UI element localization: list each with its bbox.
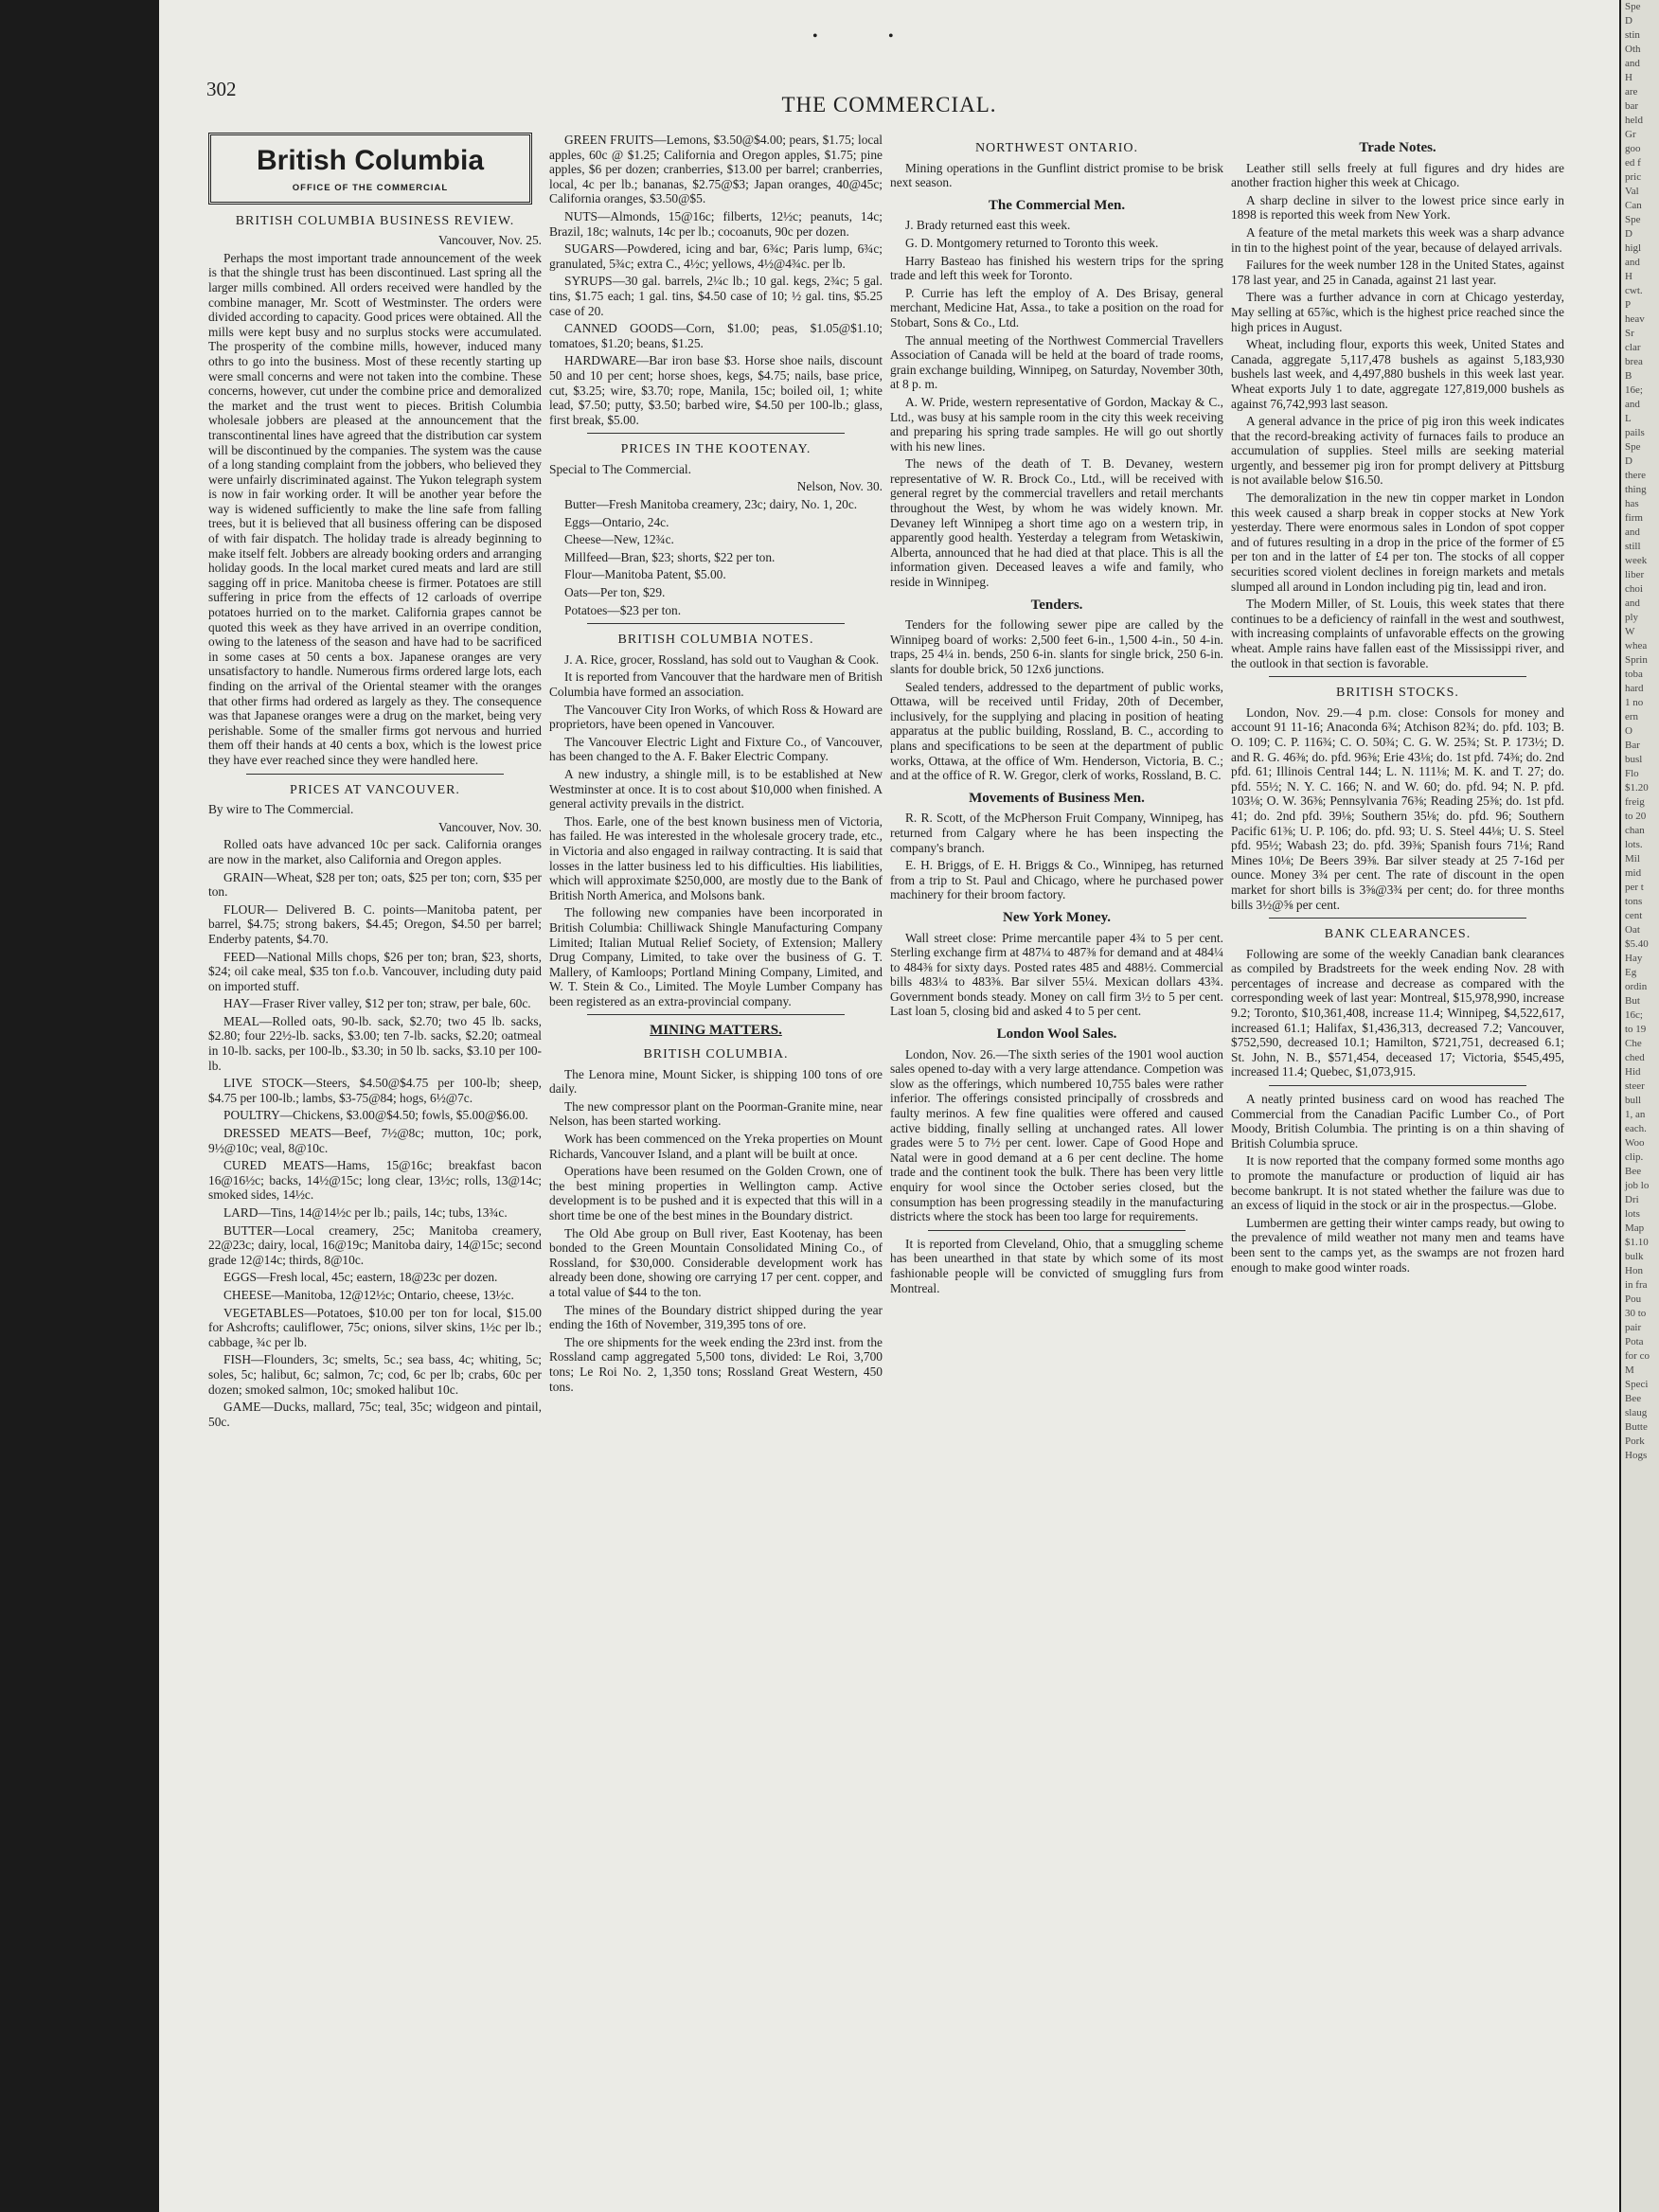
byline: By wire to The Commercial. bbox=[208, 802, 354, 817]
article-paragraph: It is reported from Cleveland, Ohio, that a smuggling scheme has been unearthed in that state by which some of its most fashionable people will be convicted of smuggling furs from Montreal. bbox=[890, 1236, 1223, 1295]
divider bbox=[587, 433, 845, 434]
price-item: LARD—Tins, 14@14½c per lb.; pails, 14c; tubs, 13¾c. bbox=[223, 1205, 508, 1220]
divider bbox=[246, 774, 504, 775]
section-heading: New York Money. bbox=[1002, 909, 1112, 925]
edge-fragment: O bbox=[1625, 725, 1632, 737]
news-item: Sealed tenders, addressed to the department of public works, Ottawa, will be received until Friday, 20th of December, inclusively, for the supplying and placing in position of heating apparatus at the public building, Rossland, B. C., according to plans and specifications to be seen at the department of public works, Ottawa, at the office of Wm. Henderson, Victoria, B. C.; and at the office of R. W. Gregor, clerk of works, Rossland, B. C. bbox=[890, 679, 1223, 783]
edge-fragment: there bbox=[1625, 470, 1646, 481]
edge-fragment: Dri bbox=[1625, 1194, 1639, 1205]
news-list bbox=[549, 652, 883, 1009]
edge-fragment: Butte bbox=[1625, 1421, 1648, 1433]
price-item: DRESSED MEATS—Beef, 7½@8c; mutton, 10c; pork, 9½@10c; veal, 8@10c. bbox=[208, 1126, 542, 1155]
edge-fragment: Pou bbox=[1625, 1293, 1642, 1305]
newspaper-page bbox=[159, 0, 1619, 2212]
article-paragraph: London, Nov. 26.—The sixth series of the 1901 wool auction sales opened to-day with a very large attendance. Competion was slow as the offerings, which numbered 10,755 bales were rather inferior. The offerings consisted principally of crossbreds and faulty merinos. A few fine qualities were offered and caused active bidding, finally selling at unchanged rates. All lower grades were 5 to 7½ per cent. lower. Cape of Good Hope and Natal were in good demand at a 6 per cent decline. The home trade and the continent took the bulk. There has been very little enquiry for wool since the October series closed, but the consumption has been progressing steadily in the manufacturing districts where the stock has been too large for requirements. bbox=[890, 1046, 1223, 1224]
edge-fragment: 1, an bbox=[1625, 1109, 1646, 1120]
edge-fragment: cwt. bbox=[1625, 285, 1643, 296]
edge-fragment: chan bbox=[1625, 825, 1645, 836]
edge-fragment: firm bbox=[1625, 512, 1643, 524]
edge-fragment: ern bbox=[1625, 711, 1639, 722]
edge-fragment: clar bbox=[1625, 342, 1641, 353]
edge-fragment: has bbox=[1625, 498, 1639, 509]
edge-fragment: Val bbox=[1625, 186, 1639, 197]
edge-fragment: pair bbox=[1625, 1322, 1642, 1333]
edge-fragment: Che bbox=[1625, 1038, 1642, 1049]
article-paragraph: Rolled oats have advanced 10c per sack. California oranges are now in the market, also California and Oregon apples. bbox=[208, 837, 542, 866]
edge-fragment: Speci bbox=[1625, 1379, 1649, 1390]
price-item: FISH—Flounders, 3c; smelts, 5c.; sea bass, 4c; whiting, 5c; soles, 5c; halibut, 6c; salmon, 7c; cod, 6c per lb; crabs, 60c per dozen; smoked salmon, 10c; smoked halibut 10c. bbox=[208, 1352, 542, 1397]
news-item: A general advance in the price of pig iron this week indicates that the record-breaking activity of furnaces fails to produce an accumulation of supplies. Steel mills are seeking material urgently, and bessemer pig iron for prompt delivery at Pittsburg is not available below $16.50. bbox=[1231, 414, 1564, 488]
news-list bbox=[890, 617, 1223, 783]
news-item: The Old Abe group on Bull river, East Kootenay, has been bonded to the Green Mountain Consolidated Mining Co., of Rossland, for $30,000. Considerable development work has already been done, showing ore carrying 17 per cent. copper, and a total value of $44 to the ton. bbox=[549, 1225, 883, 1299]
edge-fragment: P bbox=[1625, 299, 1632, 311]
section-heading: NORTHWEST ONTARIO. bbox=[974, 141, 1139, 155]
price-item: CHEESE—Manitoba, 12@12½c; Ontario, cheese, 13½c. bbox=[223, 1287, 514, 1302]
edge-fragment: Woo bbox=[1625, 1137, 1645, 1149]
edge-fragment: Sprin bbox=[1625, 654, 1648, 666]
price-item: NUTS—Almonds, 15@16c; filberts, 12½c; peanuts, 14c; Brazil, 18c; walnuts, 14c per lb.; cocoanuts, 90c per dozen. bbox=[549, 208, 883, 239]
dateline: Vancouver, Nov. 30. bbox=[437, 819, 542, 834]
news-item: The new compressor plant on the Poorman-Granite mine, near Nelson, has been started working. bbox=[549, 1098, 883, 1129]
news-item: Lumbermen are getting their winter camps ready, but owing to the prevalence of mild weather not many men and teams have been sent to the camps yet, as the swamps are not frozen hard enough to make good winter roads. bbox=[1231, 1215, 1564, 1275]
price-item: GRAIN—Wheat, $28 per ton; oats, $25 per ton; corn, $35 per ton. bbox=[208, 869, 542, 900]
edge-fragment: brea bbox=[1625, 356, 1643, 367]
news-item: J. A. Rice, grocer, Rossland, has sold out to Vaughan & Cook. bbox=[564, 651, 880, 667]
news-item: Failures for the week number 128 in the United States, against 178 last year, and 25 in Canada, against 21 last year. bbox=[1231, 258, 1564, 287]
price-item: FLOUR— Delivered B. C. points—Manitoba patent, per barrel, $4.75; strong bakers, $4.45; Oregon, $4.50 per barrel; Enderby patents, $4.70. bbox=[208, 901, 542, 946]
edge-fragment: and bbox=[1625, 257, 1640, 268]
column-4 bbox=[1231, 133, 1564, 1277]
edge-fragment: Map bbox=[1625, 1222, 1645, 1234]
dateline: Vancouver, Nov. 25. bbox=[437, 233, 542, 248]
column-3 bbox=[890, 133, 1223, 1298]
price-item: Eggs—Ontario, 24c. bbox=[564, 514, 669, 529]
news-item: The Modern Miller, of St. Louis, this week states that there continues to be a deficiency of rainfall in the west and southwest, with increasing complaints of unfavorable effects on the growing wheat. Ample rains have fallen east of the Mississippi river, and the outlook in that section is favorable. bbox=[1231, 597, 1564, 670]
edge-fragment: H bbox=[1625, 271, 1632, 282]
edge-fragment: Spe bbox=[1625, 441, 1641, 453]
news-item: The demoralization in the new tin copper market in London this week caused a sharp break in copper stocks at New York yesterday. There were enormous sales in London of spot copper and of futures resulting in a drop in the price of the former of £5 per ton and in the latter of £4 per ton. The stocks of all copper securities scored violent declines in foreign markets and metals slumped all around in London including pig tin, lead and iron. bbox=[1231, 491, 1564, 594]
section-heading: BRITISH STOCKS. bbox=[1336, 686, 1459, 701]
section-heading: BRITISH COLUMBIA NOTES. bbox=[617, 633, 814, 648]
article-paragraph: Perhaps the most important trade announcement of the week is that the shingle trust has been discontinued. Last spring all the larger mills combined. All orders received were handled by the combine manager, Mr. Scott of Westminster. The orders were divided according to capacity. Good prices were obtained. All the mills were kept busy and no surplus stocks were accumulated. The prosperity of the combine mills, however, induced many othrs to go into the business. Most of these recently starting up were small concerns and were not taken into the combine. These concerns, however, cut under the combine price and demoralized the market and the trust went to pieces. British Columbia wholesale jobbers are pleased at the announcement that the transcontinental lines have agreed that the distribution car system will be discontinued by the companies. The system was the cause of a long standing complaint from the jobbers, who believed they were unfairly discriminated against. The Yukon telegraph system is now in fair working order. It will be another year before the way is widened sufficiently to make the line safe from falling trees, but it is believed that all business offering can be disposed of with fair dispatch. The holiday trade is already beginning to make itself felt. Jobbers are already booking orders and arranging holiday goods. In the local market cured meats and lard are still sagging off in price. Manitoba cheese is firmer. Potatoes are still suffering in price from the effects of 12 carloads of overripe potatoes hurried on to the market. California grapes cannot be quoted this week as they have arrived in an overripe condition, owing to the lateness of the season and have had to be sacrificed in some cases at 50 cents a box. Japanese oranges are very unsatisfactory to handle. Numerous firms ordered large lots, each finding on the arrival of the Oriental steamer with the oranges that other firms had ordered as largely as they. The consequence was that Japanese oranges were a drug on the market, being very perishable. Some of the smaller firms got nervous and hurried them off their hands at 40 cents a box, which is the lowest price they have ever reached since they were handled here. bbox=[208, 250, 542, 767]
edge-fragment: steer bbox=[1625, 1080, 1645, 1092]
news-item: R. R. Scott, of the McPherson Fruit Company, Winnipeg, has returned from Calgary where he has been inspecting the company's branch. bbox=[890, 811, 1223, 855]
news-item: Wheat, including flour, exports this week, United States and Canada, aggregate 5,117,478 bushels as against 5,183,930 bushels last week, and 4,497,880 bushels in this week last year. Wheat exports July 1 to date, aggregate 127,819,000 bushels as against 76,742,993 last season. bbox=[1231, 337, 1564, 411]
edge-fragment: 30 to bbox=[1625, 1308, 1647, 1319]
price-item: Cheese—New, 12¾c. bbox=[564, 532, 674, 547]
price-item: Potatoes—$23 per ton. bbox=[564, 602, 682, 617]
edge-fragment: job lo bbox=[1625, 1180, 1650, 1191]
edge-fragment: L bbox=[1625, 413, 1632, 424]
divider bbox=[587, 1014, 845, 1015]
news-item: Operations have been resumed on the Golden Crown, one of the best mining properties in Wellington camp. Active development is to be pushed and it is expected that this will in a short time be one of the best mines in the Boundary district. bbox=[549, 1164, 883, 1222]
edge-fragment: goo bbox=[1625, 143, 1641, 154]
news-item: G. D. Montgomery returned to Toronto this week. bbox=[905, 235, 1159, 250]
price-item: Flour—Manitoba Patent, $5.00. bbox=[564, 567, 726, 582]
price-list bbox=[208, 870, 542, 1430]
edge-fragment: to 19 bbox=[1625, 1024, 1647, 1035]
edge-fragment: Spe bbox=[1625, 214, 1641, 225]
news-item: Thos. Earle, one of the best known business men of Victoria, has failed. He was interested in the wholesale grocery trade, etc., in Victoria and also engaged in railway contracting. It is said that losses in the latter business led to his difficulties. His liabilities, which will approximate $250,000, are mostly due to the Bank of British North America, and Molsons bank. bbox=[549, 813, 883, 902]
edge-fragment: and bbox=[1625, 598, 1640, 609]
section-heading: BRITISH COLUMBIA BUSINESS REVIEW. bbox=[235, 213, 515, 228]
dateline: Nelson, Nov. 30. bbox=[796, 479, 883, 494]
edge-fragment: $5.40 bbox=[1625, 938, 1649, 950]
news-item: A. W. Pride, western representative of Gordon, Mackay & C., Ltd., was busy at his sample room in the city this week receiving and preparing his spring trade samples. He will go out shortly with his new lines. bbox=[890, 394, 1223, 454]
price-item: GREEN FRUITS—Lemons, $3.50@$4.00; pears, $1.75; local apples, 60c @ $1.25; California and Oregon apples, $1.75; pine apples, $6 per dozen; cranberries, $13.00 per barrel; cranberries, local, 4c per lb.; bananas, $2.75@$3; Japan oranges, 40@45c; California oranges, $3.50@$5. bbox=[549, 133, 883, 206]
edge-fragment: But bbox=[1625, 995, 1640, 1007]
article-paragraph: London, Nov. 29.—4 p.m. close: Consols for money and account 91 11-16; Anaconda 6¾; Atchison 82¾; do. pfd. 103; B. O. 109; C. P. 116¾; C. O. 50¾; C. G. W. 25¾; St. P. 173½; D. and R. G. 46⅜; do. pfd. 96⅜; Erie 43⅛; do. 1st pfd. 74⅜; do. 2nd pfd. 61; Illinois Central 144; L. N. 111⅛; M. K. and T. 27; do. pfd. 55½; N. Y. C. 166; N. and W. 60; do. pfd. 94; N. P. pfd. 103⅛; O. W. 36⅜; Pennsylvania 76⅜; Reading 25⅜; do. 1st pfd. 41; do. 2nd pfd. 39⅛; Southern 35⅛; do. pfd. 96; Southern Pacific 61⅜; U. P. 106; do. pfd. 93; U. S. Steel 44⅛; U. S. Steel pfd. 95½; Wabash 23; do. pfd. 39⅜; Spanish fours 71⅛; Rand Mines 10⅛; De Beers 39⅜. Bar silver steady at 25 7-16d per ounce. Money 3¾ per cent. The rate of discount in the open market for short bills is 3⅝@3¾ per cent; do. for three months bills 3½@⅝ per cent. bbox=[1231, 705, 1564, 912]
edge-fragment: B bbox=[1625, 370, 1632, 382]
news-list bbox=[890, 218, 1223, 589]
edge-fragment: ordin bbox=[1625, 981, 1648, 992]
edge-fragment: $1.20 bbox=[1625, 782, 1649, 794]
news-item: J. Brady returned east this week. bbox=[905, 218, 1071, 233]
news-item: P. Currie has left the employ of A. Des Brisay, general merchant, Medicine Hat, Assa., to take a position on the road for Stobart, Sons & Co., Ltd. bbox=[890, 285, 1223, 330]
edge-fragment: per t bbox=[1625, 882, 1644, 893]
edge-fragment: Hogs bbox=[1625, 1450, 1648, 1461]
news-item: It is reported from Vancouver that the hardware men of British Columbia have formed an association. bbox=[549, 669, 883, 699]
news-item: The ore shipments for the week ending the 23rd inst. from the Rossland camp aggregated 5,500 tons, divided: Le Roi, 3,700 tons; Le Roi No. 2, 1,350 tons; Rossland Great Western, 450 tons. bbox=[549, 1334, 883, 1394]
edge-fragment: H bbox=[1625, 72, 1632, 83]
price-list bbox=[549, 497, 883, 617]
news-item: A sharp decline in silver to the lowest price since early in 1898 is reported this week from New York. bbox=[1231, 192, 1564, 223]
edge-fragment: slaug bbox=[1625, 1407, 1648, 1418]
edge-fragment: Oth bbox=[1625, 44, 1641, 55]
section-heading: London Wool Sales. bbox=[996, 1026, 1117, 1043]
edge-fragment: for co bbox=[1625, 1350, 1650, 1362]
edge-fragment: heav bbox=[1625, 313, 1645, 325]
edge-fragment: tons bbox=[1625, 896, 1643, 907]
edge-fragment: bull bbox=[1625, 1095, 1642, 1106]
news-item: It is now reported that the company formed some months ago to promote the manufacture or production of liquid air has become bankrupt. It is not stated whether the failure was due to an excess of liquid in the stock or air in the prospectus.—Globe. bbox=[1231, 1153, 1564, 1213]
edge-fragment: D bbox=[1625, 228, 1632, 240]
edge-fragment: higl bbox=[1625, 242, 1642, 254]
news-item: The Lenora mine, Mount Sicker, is shipping 100 tons of ore daily. bbox=[549, 1066, 883, 1097]
edge-fragment: Gr bbox=[1625, 129, 1636, 140]
edge-fragment: Bee bbox=[1625, 1393, 1642, 1404]
edge-fragment: held bbox=[1625, 115, 1643, 126]
news-item: Work has been commenced on the Yreka properties on Mount Richards, Vancouver Island, and a plant will be built at once. bbox=[549, 1132, 883, 1161]
edge-fragment: and bbox=[1625, 399, 1640, 410]
edge-fragment: M bbox=[1625, 1365, 1634, 1376]
news-item: Harry Basteao has finished his western trips for the spring trade and left this week for Toronto. bbox=[890, 253, 1223, 283]
price-item: EGGS—Fresh local, 45c; eastern, 18@23c per dozen. bbox=[223, 1270, 498, 1285]
section-heading: Trade Notes. bbox=[1359, 140, 1436, 155]
news-item: The Vancouver Electric Light and Fixture Co., of Vancouver, has been changed to the A. F. Baker Electric Company. bbox=[549, 734, 883, 764]
edge-fragment: lots bbox=[1625, 1208, 1640, 1220]
edge-fragment: W bbox=[1625, 626, 1635, 637]
news-item: The news of the death of T. B. Devaney, western representative of W. R. Brock Co., Ltd., will be received with general regret by the commercial travellers and retail merchants throughout the West, by whom he was widely known. Mr. Devaney left Winnipeg a short time ago on a western trip, in apparently good health. Yesterday a telegram from Wetaskiwin, Alberta, announced that he had died at that place. This is all the information given. Deceased leaves a wife and family, who reside in Winnipeg. bbox=[890, 456, 1223, 590]
section-subheading: BRITISH COLUMBIA. bbox=[643, 1047, 789, 1062]
section-banner bbox=[208, 133, 532, 205]
edge-fragment: ply bbox=[1625, 612, 1639, 623]
price-item: POULTRY—Chickens, $3.00@$4.50; fowls, $5.00@$6.00. bbox=[223, 1108, 528, 1123]
edge-fragment: ched bbox=[1625, 1052, 1645, 1063]
news-item: Tenders for the following sewer pipe are called by the Winnipeg board of works: 2,500 feet 6-in., 1,500 4-in., 50 4-in. traps, 25 4¼ in. bends, 250 6-in. slants for single brick, 250 6-in. slants for double brick, 50 12x6 junctions. bbox=[890, 617, 1223, 676]
price-item: MEAL—Rolled oats, 90-lb. sack, $2.70; two 45 lb. sacks, $2.80; four 22½-lb. sacks, $3.00; ten 7-lb. sacks, $2.20; oatmeal in 10-lb. sacks, per 100-lb., $3.30; in 50 lb. sacks, $3.10 per 100-lb. bbox=[208, 1013, 542, 1073]
article-paragraph: Following are some of the weekly Canadian bank clearances as compiled by Bradstreets for the week ending Nov. 28 with percentages of increase and decrease as compared with the corresponding week of last year: Montreal, $15,978,990, increase 9.2; Toronto, $10,361,408, increase 11.4; Winnipeg, $4,522,617, increased 61.1; Halifax, $1,436,313, decreased 7.2; Vancouver, $752,590, decreased 10.1; Hamilton, $721,751, decreased 6.1; St. John, N. B., $571,454, deceased 17; Victoria, $545,495, increased 11.4; Quebec, $1,073,915. bbox=[1231, 946, 1564, 1079]
edge-fragment: to 20 bbox=[1625, 811, 1647, 822]
divider bbox=[928, 1230, 1186, 1231]
adjacent-page-edge bbox=[1621, 0, 1659, 2212]
price-item: CURED MEATS—Hams, 15@16c; breakfast bacon 16@16½c; backs, 14½@15c; long clear, 13½c; rolls, 13@14c; smoked sides, 14½c. bbox=[208, 1158, 542, 1203]
edge-fragment: ed f bbox=[1625, 157, 1641, 169]
edge-fragment: mid bbox=[1625, 867, 1642, 879]
divider bbox=[1269, 676, 1526, 677]
divider bbox=[587, 623, 845, 624]
edge-fragment: D bbox=[1625, 455, 1632, 467]
running-title: THE COMMERCIAL. bbox=[781, 93, 997, 116]
edge-fragment: whea bbox=[1625, 640, 1648, 651]
edge-fragment: bulk bbox=[1625, 1251, 1644, 1262]
price-item: BUTTER—Local creamery, 25c; Manitoba creamery, 22@23c; dairy, local, 16@19c; Manitoba dairy, 14@15c; second grade 12@14c; thirds, 8@10c. bbox=[208, 1222, 542, 1267]
article-paragraph: Wall street close: Prime mercantile paper 4¾ to 5 per cent. Sterling exchange firm at 487¼ to 487⅜ for demand and at 484¼ to 484⅜ for sixty days. Posted rates 485 and 488½. Commercial bills 483¼ to 483⅜. Bar silver 55¼. Mexican dollars 43¾. Government bonds steady. Money on call firm 3½ to 5 per cent. Last loan 5, closing bid and asked 4 to 5 per cent. bbox=[890, 930, 1223, 1019]
edge-fragment: in fra bbox=[1625, 1279, 1648, 1291]
edge-fragment: Mil bbox=[1625, 853, 1640, 865]
banner-subtitle: OFFICE OF THE COMMERCIAL bbox=[292, 183, 449, 193]
edge-fragment: Pork bbox=[1625, 1436, 1645, 1447]
edge-fragment: week bbox=[1625, 555, 1648, 566]
edge-fragment: pric bbox=[1625, 171, 1642, 183]
column-2 bbox=[549, 133, 883, 1397]
edge-fragment: 16c; bbox=[1625, 1009, 1643, 1021]
divider bbox=[1269, 1085, 1526, 1086]
price-item: SYRUPS—30 gal. barrels, 2¼c lb.; 10 gal. kegs, 2¾c; 5 gal. tins, $1.75 each; 1 gal. tins, $4.50 case of 10; ½ gal. tins, $5.25 case of 20. bbox=[549, 274, 883, 318]
edge-fragment: thing bbox=[1625, 484, 1647, 495]
edge-fragment: pails bbox=[1625, 427, 1645, 438]
banner-title: British Columbia bbox=[256, 145, 484, 176]
price-item: HARDWARE—Bar iron base $3. Horse shoe nails, discount 50 and 10 per cent; horse shoes, kegs, $4.75; nails, base price, cut, $3.25; wire, $3.70; rope, Manila, 15c; boiled oil, 1; white lead, $7.50; putty, $3.50; barbed wire, $4.50 per 100-lb.; glass, first break, $5.00. bbox=[549, 353, 883, 427]
section-heading: Movements of Business Men. bbox=[969, 790, 1145, 806]
news-item: E. H. Briggs, of E. H. Briggs & Co., Winnipeg, has returned from a trip to St. Paul and Chicago, where he purchased power machinery for their broom factory. bbox=[890, 858, 1223, 902]
edge-fragment: Spe bbox=[1625, 1, 1641, 12]
edge-fragment: bar bbox=[1625, 100, 1639, 112]
price-item: CANNED GOODS—Corn, $1.00; peas, $1.05@$1.10; tomatoes, $1.20; beans, $1.25. bbox=[549, 321, 883, 350]
price-item: Oats—Per ton, $29. bbox=[564, 585, 666, 600]
edge-fragment: choi bbox=[1625, 583, 1643, 595]
news-list bbox=[549, 1067, 883, 1394]
section-heading: Tenders. bbox=[1030, 597, 1083, 613]
section-heading: BANK CLEARANCES. bbox=[1324, 927, 1472, 942]
edge-fragment: are bbox=[1625, 86, 1638, 98]
edge-fragment: and bbox=[1625, 58, 1640, 69]
edge-fragment: 1 no bbox=[1625, 697, 1644, 708]
news-list bbox=[1231, 161, 1564, 671]
column-1 bbox=[208, 133, 542, 1432]
edge-fragment: each. bbox=[1625, 1123, 1647, 1134]
section-heading: The Commercial Men. bbox=[988, 197, 1126, 213]
edge-fragment: Hay bbox=[1625, 953, 1643, 964]
edge-fragment: Can bbox=[1625, 200, 1642, 211]
edge-fragment: Hon bbox=[1625, 1265, 1643, 1276]
edge-fragment: toba bbox=[1625, 669, 1643, 680]
news-item: A new industry, a shingle mill, is to be established at New Westminster at once. It is to cost about $10,000 when finished. A general activity prevails in the district. bbox=[549, 766, 883, 812]
price-item: SUGARS—Powdered, icing and bar, 6¾c; Paris lump, 6¾c; granulated, 5¾c; extra C., 4½c; yellows, 4½@4¾c. per lb. bbox=[549, 241, 883, 271]
news-item: A neatly printed business card on wood has reached The Commercial from the Canadian Pacific Lumber Co., of Port Moody, British Columbia. The printing is on a thin shaving of British Columbia spruce. bbox=[1231, 1092, 1564, 1151]
price-item: LIVE STOCK—Steers, $4.50@$4.75 per 100-lb; sheep, $4.75 per 100-lb.; lambs, $3-75@84; hogs, 6½@7c. bbox=[208, 1076, 542, 1105]
print-speck: • bbox=[888, 28, 894, 45]
news-list bbox=[890, 811, 1223, 902]
news-item: The mines of the Boundary district shipped during the year ending the 16th of November, 319,395 tons of ore. bbox=[549, 1302, 883, 1332]
news-item: Leather still sells freely at full figures and dry hides are another fraction higher this week at Chicago. bbox=[1231, 160, 1564, 190]
edge-fragment: Pota bbox=[1625, 1336, 1644, 1347]
edge-fragment: freig bbox=[1625, 796, 1645, 808]
price-item: FEED—National Mills chops, $26 per ton; bran, $23, shorts, $24; oil cake meal, $35 ton f.o.b. Vancouver, including duty paid on imported stuff. bbox=[208, 949, 542, 993]
price-item: HAY—Fraser River valley, $12 per ton; straw, per bale, 60c. bbox=[223, 996, 531, 1011]
price-item: Millfeed—Bran, $23; shorts, $22 per ton. bbox=[564, 549, 776, 564]
print-speck: • bbox=[812, 28, 818, 45]
edge-fragment: $1.10 bbox=[1625, 1237, 1649, 1248]
edge-fragment: cent bbox=[1625, 910, 1643, 921]
edge-fragment: clip. bbox=[1625, 1151, 1644, 1163]
news-item: There was a further advance in corn at Chicago yesterday, May selling at 65⅞c, which is the highest price reached since the high prices in August. bbox=[1231, 290, 1564, 334]
edge-fragment: lots. bbox=[1625, 839, 1643, 850]
edge-fragment: Bar bbox=[1625, 740, 1640, 751]
section-heading: MINING MATTERS. bbox=[650, 1023, 782, 1039]
news-item: The Vancouver City Iron Works, of which Ross & Howard are proprietors, have been opened in Vancouver. bbox=[549, 702, 883, 732]
divider bbox=[1269, 918, 1526, 919]
price-item: VEGETABLES—Potatoes, $10.00 per ton for local, $15.00 for Ashcrofts; cauliflower, 75c; onions, silver skins, 1½c per lb.; cabbage, ¾c per lb. bbox=[208, 1305, 542, 1349]
edge-fragment: Oat bbox=[1625, 924, 1640, 936]
edge-fragment: 16e; bbox=[1625, 384, 1643, 396]
byline: Special to The Commercial. bbox=[549, 461, 691, 476]
edge-fragment: Eg bbox=[1625, 967, 1637, 978]
article-paragraph: Mining operations in the Gunflint district promise to be brisk next season. bbox=[890, 160, 1223, 190]
price-item: GAME—Ducks, mallard, 75c; teal, 35c; widgeon and pintail, 50c. bbox=[208, 1400, 542, 1429]
price-item: Butter—Fresh Manitoba creamery, 23c; dairy, No. 1, 20c. bbox=[564, 497, 858, 512]
news-item: The annual meeting of the Northwest Commercial Travellers Association of Canada will be held at the board of trade rooms, grain exchange building, Winnipeg, on Saturday, November 30th, at 8 p. m. bbox=[890, 332, 1223, 392]
edge-fragment: Bee bbox=[1625, 1166, 1642, 1177]
price-list bbox=[549, 133, 883, 427]
section-heading: PRICES IN THE KOOTENAY. bbox=[620, 442, 812, 457]
edge-fragment: Hid bbox=[1625, 1066, 1641, 1078]
edge-fragment: D bbox=[1625, 15, 1632, 27]
edge-fragment: stin bbox=[1625, 29, 1640, 41]
edge-fragment: busl bbox=[1625, 754, 1643, 765]
edge-fragment: still bbox=[1625, 541, 1641, 552]
edge-fragment: hard bbox=[1625, 683, 1644, 694]
edge-fragment: Flo bbox=[1625, 768, 1639, 779]
news-list bbox=[1231, 1092, 1564, 1275]
section-heading: PRICES AT VANCOUVER. bbox=[290, 782, 460, 797]
edge-fragment: liber bbox=[1625, 569, 1645, 580]
news-item: The following new companies have been incorporated in British Columbia: Chilliwack Shingle Manufacturing Company Limited; Italian Mutual Relief Society, of Extension; Mallery Drug Company, Limited, to take over the business of G. T. Mallery, of Kamloops; Portland Mining Company, Limited, and W. T. Stein & Co., Limited. The Moyle Lumber Company has been registered as an extra-provincial company. bbox=[549, 905, 883, 1008]
news-item: A feature of the metal markets this week was a sharp advance in tin to the highest point of the year, because of delayed arrivals. bbox=[1231, 224, 1564, 255]
edge-fragment: Sr bbox=[1625, 328, 1634, 339]
page-number: 302 bbox=[206, 78, 237, 100]
edge-fragment: and bbox=[1625, 526, 1640, 538]
